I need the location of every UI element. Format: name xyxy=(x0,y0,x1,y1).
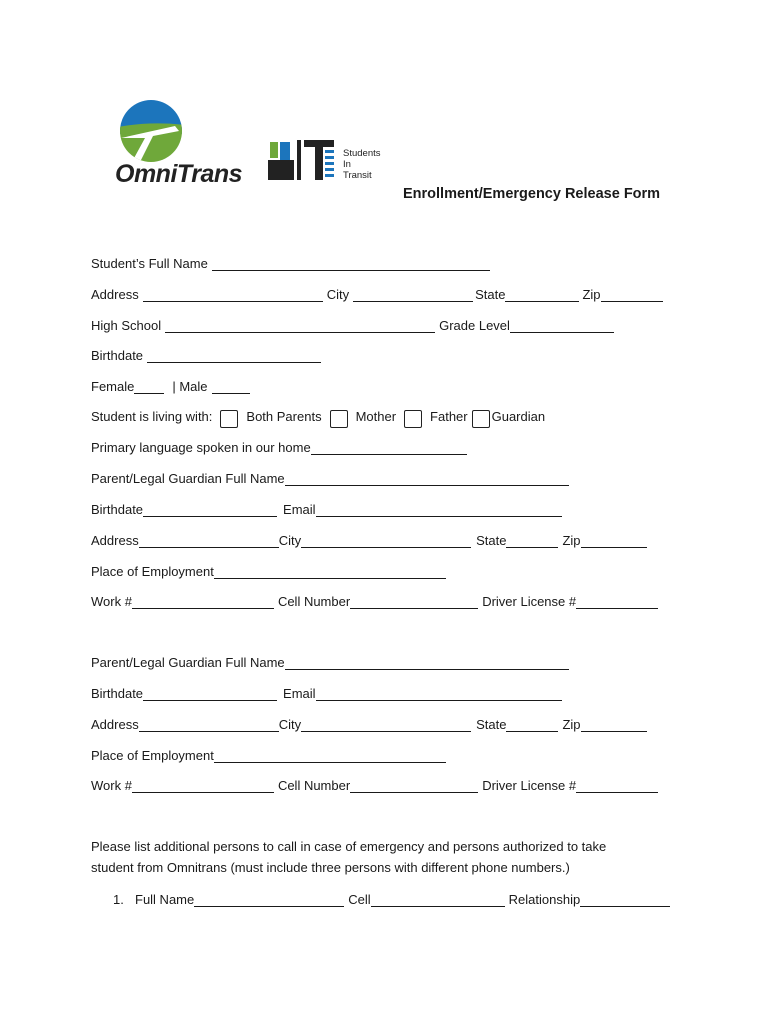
guardian2-email-label: Email xyxy=(283,686,316,701)
guardian2-cell-field[interactable] xyxy=(350,779,478,793)
guardian2-license-field[interactable] xyxy=(576,779,658,793)
guardian1-employment-row xyxy=(91,561,446,579)
emergency-instructions-line2: student from Omnitrans (must include three persons with different phone numbers.) xyxy=(91,860,570,875)
female-field[interactable] xyxy=(134,380,164,394)
student-zip-field[interactable] xyxy=(601,288,663,302)
guardian2-address-row xyxy=(91,714,647,732)
language-label: Primary language spoken in our home xyxy=(91,440,311,455)
guardian2-city-label: City xyxy=(278,717,302,732)
emergency-cell-field[interactable] xyxy=(371,893,505,907)
living-with-row xyxy=(91,406,545,424)
emergency-contact-row xyxy=(113,889,670,907)
guardian2-phone-row xyxy=(91,775,658,793)
students-in-transit-logo xyxy=(268,136,398,184)
student-city-field[interactable] xyxy=(353,288,473,302)
guardian1-address-row xyxy=(91,530,647,548)
grade-level-label: Grade Level xyxy=(439,318,510,333)
guardian2-address-field[interactable] xyxy=(139,718,279,732)
guardian1-email-field[interactable] xyxy=(316,503,562,517)
mother-label: Mother xyxy=(355,409,397,424)
male-field[interactable] xyxy=(212,380,250,394)
omnitrans-wordmark: OmniTrans xyxy=(115,160,243,186)
student-state-field[interactable] xyxy=(505,288,579,302)
mother-checkbox[interactable] xyxy=(330,410,348,428)
form-title: Enrollment/Emergency Release Form xyxy=(403,186,661,202)
guardian1-birth-email-row xyxy=(91,499,562,517)
sit-mark-icon xyxy=(268,140,334,180)
guardian1-email-label: Email xyxy=(283,502,316,517)
guardian2-license-label: Driver License # xyxy=(482,778,577,793)
student-birthdate-label: Birthdate xyxy=(91,348,144,363)
guardian1-employment-label: Place of Employment xyxy=(91,564,214,579)
guardian2-state-field[interactable] xyxy=(506,718,558,732)
guardian1-name-field[interactable] xyxy=(285,472,569,486)
student-city-label: City xyxy=(326,287,350,302)
guardian2-birthdate-field[interactable] xyxy=(143,687,277,701)
emergency-instructions xyxy=(91,836,691,878)
student-address-label: Address xyxy=(91,287,139,302)
living-with-label: Student is living with: xyxy=(91,409,213,424)
language-row xyxy=(91,437,467,455)
guardian1-address-field[interactable] xyxy=(139,534,279,548)
guardian2-work-label: Work # xyxy=(91,778,132,793)
emergency-relationship-field[interactable] xyxy=(580,893,670,907)
grade-level-field[interactable] xyxy=(510,319,614,333)
guardian1-employment-field[interactable] xyxy=(214,565,446,579)
both-parents-label: Both Parents xyxy=(246,409,322,424)
sit-wordmark: SiT xyxy=(268,136,270,137)
student-name-label: Student’s Full Name xyxy=(91,256,208,271)
female-label: Female xyxy=(91,379,135,394)
guardian1-cell-field[interactable] xyxy=(350,595,478,609)
guardian2-city-field[interactable] xyxy=(301,718,471,732)
guardian1-work-field[interactable] xyxy=(132,595,274,609)
student-address-row xyxy=(91,284,663,302)
guardian2-address-label: Address xyxy=(91,717,139,732)
guardian1-license-label: Driver License # xyxy=(482,594,577,609)
guardian1-license-field[interactable] xyxy=(576,595,658,609)
guardian1-work-label: Work # xyxy=(91,594,132,609)
sit-caption-line2: In xyxy=(343,159,351,170)
emergency-item-number: 1. xyxy=(113,892,124,907)
male-label: | Male xyxy=(172,379,208,394)
guardian2-state-label: State xyxy=(476,717,507,732)
student-school-row xyxy=(91,315,614,333)
guardian2-name-field[interactable] xyxy=(285,656,569,670)
emergency-name-field[interactable] xyxy=(194,893,344,907)
guardian2-name-label: Parent/Legal Guardian Full Name xyxy=(91,655,285,670)
guardian1-state-field[interactable] xyxy=(506,534,558,548)
guardian1-phone-row xyxy=(91,591,658,609)
guardian1-birthdate-label: Birthdate xyxy=(91,502,144,517)
guardian1-name-row xyxy=(91,468,569,486)
guardian1-city-label: City xyxy=(278,533,302,548)
guardian2-cell-label: Cell Number xyxy=(277,778,351,793)
sit-caption-line1: Students xyxy=(343,148,381,159)
sit-caption-line3: Transit xyxy=(343,170,372,181)
guardian1-state-label: State xyxy=(476,533,507,548)
guardian-checkbox[interactable] xyxy=(472,410,490,428)
emergency-relationship-label: Relationship xyxy=(508,892,581,907)
guardian2-birthdate-label: Birthdate xyxy=(91,686,144,701)
guardian1-zip-label: Zip xyxy=(562,533,581,548)
emergency-name-label: Full Name xyxy=(135,892,195,907)
guardian2-employment-field[interactable] xyxy=(214,749,446,763)
student-address-field[interactable] xyxy=(143,288,323,302)
language-field[interactable] xyxy=(311,441,467,455)
student-birthdate-row xyxy=(91,345,321,363)
guardian2-employment-label: Place of Employment xyxy=(91,748,214,763)
emergency-cell-label: Cell xyxy=(348,892,371,907)
guardian1-cell-label: Cell Number xyxy=(277,594,351,609)
guardian2-zip-label: Zip xyxy=(562,717,581,732)
guardian2-name-row xyxy=(91,652,569,670)
guardian2-email-field[interactable] xyxy=(316,687,562,701)
student-name-field[interactable] xyxy=(212,257,490,271)
father-checkbox[interactable] xyxy=(404,410,422,428)
guardian2-birth-email-row xyxy=(91,683,562,701)
guardian1-zip-field[interactable] xyxy=(581,534,647,548)
guardian1-name-label: Parent/Legal Guardian Full Name xyxy=(91,471,285,486)
both-parents-checkbox[interactable] xyxy=(220,410,238,428)
student-gender-row xyxy=(91,376,250,394)
father-label: Father xyxy=(430,409,468,424)
student-birthdate-field[interactable] xyxy=(147,349,321,363)
guardian1-address-label: Address xyxy=(91,533,139,548)
guardian2-employment-row xyxy=(91,745,446,763)
high-school-label: High School xyxy=(91,318,162,333)
guardian2-work-field[interactable] xyxy=(132,779,274,793)
guardian2-zip-field[interactable] xyxy=(581,718,647,732)
student-name-row xyxy=(91,253,490,271)
student-zip-label: Zip xyxy=(582,287,601,302)
guardian-label: Guardian xyxy=(491,409,546,424)
guardian1-city-field[interactable] xyxy=(301,534,471,548)
emergency-instructions-line1: Please list additional persons to call in case of emergency and persons authorized to take xyxy=(91,839,607,854)
high-school-field[interactable] xyxy=(165,319,435,333)
guardian1-birthdate-field[interactable] xyxy=(143,503,277,517)
omnitrans-logo xyxy=(113,100,253,186)
student-state-label: State xyxy=(475,287,506,302)
